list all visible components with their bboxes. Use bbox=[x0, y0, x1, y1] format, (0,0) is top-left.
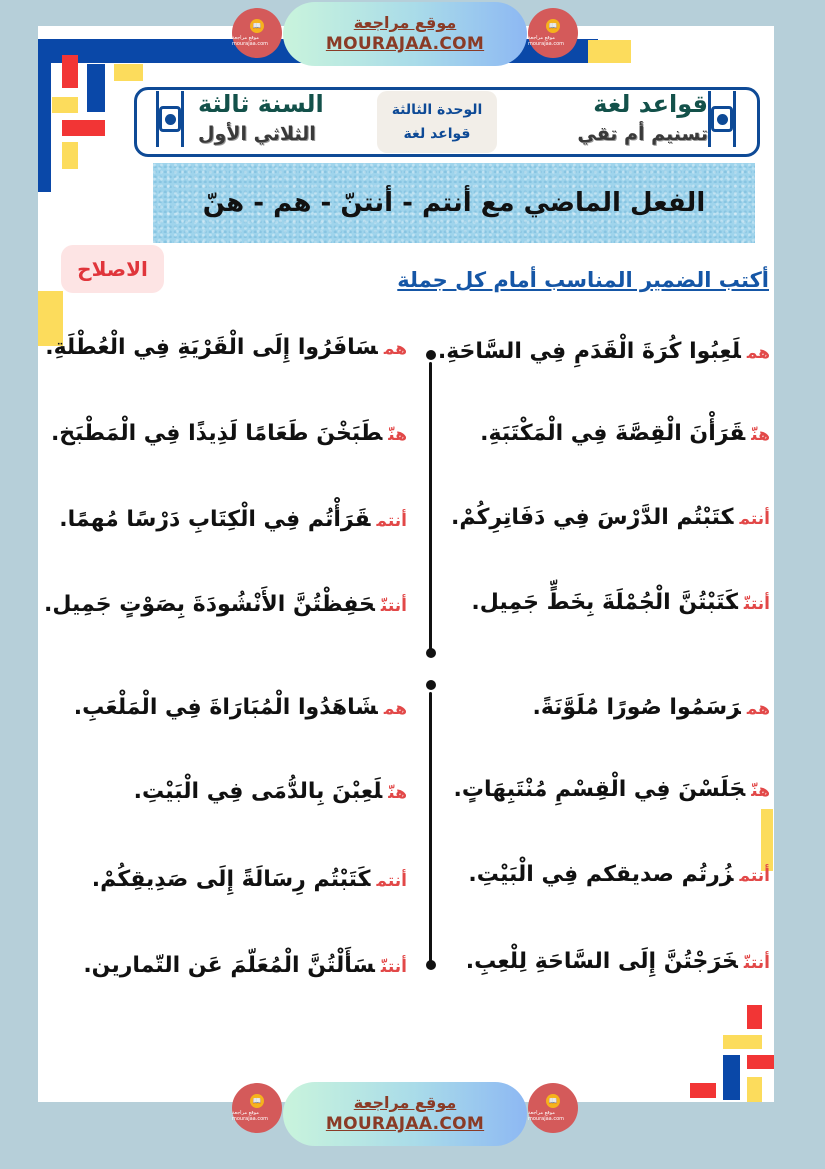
answer-pronoun: هم bbox=[746, 699, 770, 719]
answer-pronoun: أنتم bbox=[376, 511, 407, 531]
decor-blue-bar-left bbox=[38, 39, 51, 192]
exercise-row bbox=[438, 332, 770, 373]
circle-dot-icon bbox=[717, 114, 728, 125]
column-divider bbox=[429, 362, 432, 652]
exercise-row bbox=[451, 498, 770, 539]
brand-logo-left[interactable]: 📖 موقع مراجعة mourajaa.com bbox=[232, 8, 282, 58]
answer-pronoun: هم bbox=[746, 343, 770, 363]
answer-pronoun: هنّ bbox=[751, 781, 770, 801]
column-divider bbox=[429, 692, 432, 962]
exercise-row bbox=[532, 688, 770, 729]
answer-pronoun: هنّ bbox=[388, 425, 407, 445]
brand-link-bottom[interactable] bbox=[283, 1082, 527, 1146]
lesson-title-banner bbox=[153, 163, 755, 243]
decor-red-block bbox=[62, 55, 78, 88]
term-label: الثلاثي الأول bbox=[198, 123, 316, 145]
sentence-text: سَافَرُوا إِلَى الْقَرْيَةِ فِي الْعُطْلَةِ. bbox=[45, 335, 378, 360]
unit-subject: قواعد لغة bbox=[403, 126, 471, 142]
sentence-text: كتَبْتُم الدَّرْسَ فِي دَفَاتِرِكُمْ. bbox=[450, 505, 734, 530]
brand-link-top[interactable] bbox=[283, 2, 527, 66]
brand-arabic: موقع مراجعة bbox=[353, 1093, 457, 1112]
book-logo-icon: 📖 bbox=[546, 1094, 560, 1108]
exercise-row bbox=[74, 688, 407, 729]
sentence-text: قَرَأْنَ الْقِصَّةَ فِي الْمَكْتَبَةِ. bbox=[480, 421, 746, 446]
sentence-text: لَعِبُوا كُرَةَ الْقَدَمِ فِي السَّاحَةِ. bbox=[437, 339, 741, 364]
brand-logo-right[interactable]: 📖 موقع مراجعة mourajaa.com bbox=[528, 8, 578, 58]
answer-pronoun: أنتنّ bbox=[743, 953, 770, 973]
circle-dot-icon bbox=[165, 114, 176, 125]
brand-logo-left[interactable]: 📖 موقع مراجعة mourajaa.com bbox=[232, 1083, 282, 1133]
answer-pronoun: هنّ bbox=[751, 425, 770, 445]
brand-latin: MOURAJAA.COM bbox=[325, 1114, 485, 1134]
exercise-row bbox=[134, 772, 407, 813]
book-logo-icon: 📖 bbox=[250, 19, 264, 33]
exercise-row bbox=[44, 585, 407, 626]
decor-yellow-block bbox=[747, 1077, 762, 1102]
teacher-name: تسنيم أم تقي bbox=[577, 123, 708, 145]
exercise-row bbox=[471, 583, 770, 624]
sentence-text: لَعِبْنَ بِالدُّمَى فِي الْبَيْتِ. bbox=[133, 779, 383, 804]
sentence-text: جَلَسْنَ فِي الْقِسْمِ مُنْتَبِهَاتٍ. bbox=[453, 777, 746, 802]
lesson-title: الفعل الماضي مع أنتم - أنتنّ - هم - هنّ bbox=[202, 188, 706, 218]
answer-pronoun: أنتنّ bbox=[743, 594, 770, 614]
decor-red-block bbox=[62, 120, 105, 136]
header-bracket-right bbox=[708, 91, 736, 147]
decor-yellow-block bbox=[52, 97, 78, 113]
exercise-row bbox=[59, 500, 407, 541]
subject-title: قواعد لغة bbox=[593, 90, 708, 118]
sentence-text: خَرَجْتُنَّ إِلَى السَّاحَةِ لِلْعِبِ. bbox=[465, 949, 738, 974]
sentence-text: شَاهَدُوا الْمُبَارَاةَ فِي الْمَلْعَبِ. bbox=[73, 695, 378, 720]
sentence-text: قَرَأْتُم فِي الْكِتَابِ دَرْسًا مُهمًا. bbox=[59, 507, 371, 532]
book-logo-icon: 📖 bbox=[250, 1094, 264, 1108]
exercise-row bbox=[92, 860, 407, 901]
sentence-text: حَفِظْتُنَّ الأَنْشُودَةَ بِصَوْتٍ جَمِيل. bbox=[43, 592, 375, 617]
answer-pronoun: أنتنّ bbox=[380, 596, 407, 616]
exercise-row bbox=[468, 855, 770, 896]
decor-blue-block bbox=[723, 1055, 740, 1100]
exercise-row bbox=[45, 328, 407, 369]
sentence-text: كَتَبْتُنَّ الْجُمْلَةَ بِخَطٍّ جَمِيل. bbox=[471, 590, 738, 615]
sentence-text: زُرتُم صديقكم فِي الْبَيْتِ. bbox=[468, 862, 734, 887]
exercise-row bbox=[466, 942, 770, 983]
answer-pronoun: أنتنّ bbox=[380, 957, 407, 977]
exercise-row bbox=[51, 414, 407, 455]
sentence-text: سَأَلْتُنَّ الْمُعَلّمَ عَن التّمارين. bbox=[83, 953, 375, 978]
decor-yellow-block bbox=[588, 40, 631, 63]
decor-blue-block bbox=[87, 64, 105, 112]
decor-red-block bbox=[690, 1083, 716, 1098]
header-bracket-left bbox=[156, 91, 184, 147]
sentence-text: طَبَخْنَ طَعَامًا لَذِيذًا فِي الْمَطْبَخ. bbox=[50, 421, 383, 446]
answer-pronoun: هنّ bbox=[388, 783, 407, 803]
decor-yellow-block bbox=[114, 64, 143, 81]
decor-yellow-block bbox=[62, 142, 78, 169]
exercise-instruction: أكتب الضمير المناسب أمام كل جملة bbox=[397, 268, 769, 292]
brand-logo-right[interactable]: 📖 موقع مراجعة mourajaa.com bbox=[528, 1083, 578, 1133]
book-logo-icon: 📖 bbox=[546, 19, 560, 33]
brand-latin: MOURAJAA.COM bbox=[325, 34, 485, 54]
answer-pronoun: هم bbox=[383, 699, 407, 719]
answer-pronoun: أنتم bbox=[739, 866, 770, 886]
exercise-row bbox=[83, 946, 407, 987]
grade-label: السنة ثالثة bbox=[198, 90, 324, 118]
decor-yellow-block bbox=[723, 1035, 762, 1049]
answer-pronoun: أنتم bbox=[376, 871, 407, 891]
answer-pronoun: هم bbox=[383, 339, 407, 359]
exercise-row bbox=[454, 770, 770, 811]
sentence-text: كَتَبْتُم رِسَالَةً إِلَى صَدِيقِكُمْ. bbox=[91, 867, 371, 892]
brand-arabic: موقع مراجعة bbox=[353, 13, 457, 32]
unit-box bbox=[377, 91, 497, 153]
exercise-row bbox=[480, 414, 770, 455]
sentence-text: رَسَمُوا صُورًا مُلَوَّنَةً. bbox=[532, 695, 741, 720]
decor-red-block bbox=[747, 1055, 774, 1069]
unit-label: الوحدة الثالثة bbox=[391, 102, 483, 118]
decor-red-block bbox=[747, 1005, 762, 1029]
answer-pronoun: أنتم bbox=[739, 509, 770, 529]
correction-badge: الاصلاح bbox=[61, 245, 164, 293]
